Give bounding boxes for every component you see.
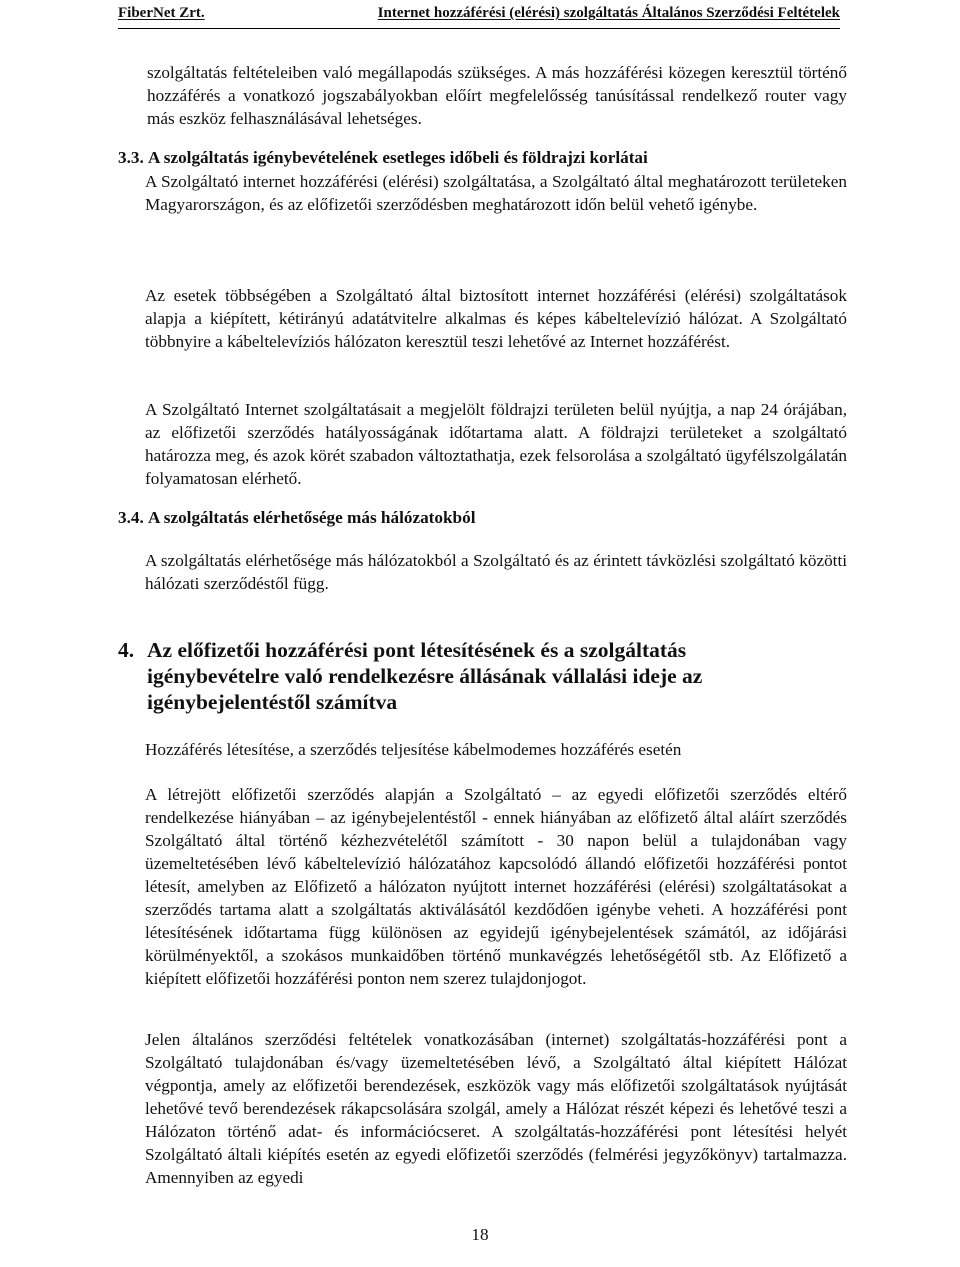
section-title-line: igénybejelentéstől számítva [147,690,398,714]
paragraph: Az esetek többségében a Szolgáltató által biztosított internet hozzáférési (elérési) szolgáltatások alapja a kiépített, kétirányú adatátvitelre alkalmas és képes kábeltelevízió hálózat. A Szolgáltató többnyire a kábeltelevíziós hálózaton keresztül teszi lehetővé az Internet hozzáférést. [145,286,847,351]
section-4-heading [118,637,848,715]
subheading: Hozzáférés létesítése, a szerződés teljesítése kábelmodemes hozzáférés esetén [145,740,682,759]
section-3-3-heading [118,146,648,169]
paragraph: A Szolgáltató internet hozzáférési (elérési) szolgáltatása, a Szolgáltató által meghatározott területeken Magyarországon, és az előfizetői szerződésben meghatározott időn belül vehető igénybe. [145,172,847,214]
header-title: Internet hozzáférési (elérési) szolgáltatás Általános Szerződési Feltételek [377,5,840,21]
section-title-line: Az előfizetői hozzáférési pont létesítésének és a szolgáltatás [147,638,687,662]
page-number: 18 [471,1225,489,1244]
page-header [118,3,840,23]
section-title: A szolgáltatás elérhetősége más hálózatokból [148,508,476,527]
intro-paragraph: szolgáltatás feltételeiben való megállapodás szükséges. A más hozzáférési közegen keresztül történő hozzáférés a vonatkozó jogszabályokban előírt megfelelősség tanúsítással rendelkező router vagy más eszköz felhasználásával lehetséges. [147,63,847,128]
paragraph: A szolgáltatás elérhetősége más hálózatokból a Szolgáltató és az érintett távközlési szolgáltató közötti hálózati szerződéstől függ. [145,551,847,593]
header-company: FiberNet Zrt. [118,5,205,21]
section-3-4-heading [118,506,475,529]
header-rule [118,28,840,29]
section-number: 3.4. [118,508,144,527]
section-title: A szolgáltatás igénybevételének esetleges időbeli és földrajzi korlátai [148,148,648,167]
section-title-line: igénybevételre való rendelkezésre állásának vállalási ideje az [147,664,703,688]
paragraph: A Szolgáltató Internet szolgáltatásait a megjelölt földrajzi területen belül nyújtja, a nap 24 órájában, az előfizetői szerződés hatályosságának időtartama alatt. A földrajzi területeket a szolgáltató határozza meg, és azok körét szabadon változtathatja, ezek felsorolása a szolgáltató ügyfélszolgálatán folyamatosan elérhető. [145,400,847,488]
paragraph: Jelen általános szerződési feltételek vonatkozásában (internet) szolgáltatás-hozzáférési pont a Szolgáltató tulajdonában és/vagy üzemeltetésében lévő, a Szolgáltató által kiépített Hálózat végpontja, amely az előfizetői berendezések, eszközök vagy más előfizetői szolgáltatások nyújtását lehetővé tevő berendezések rákapcsolására szolgál, amely a Hálózat részét képezi és lehetővé teszi a Hálózaton történő adat- és információcseret. A szolgáltatás-hozzáférési pont létesítési helyét Szolgáltató általi kiépítés esetén az egyedi előfizetői szerződés (felmérési jegyzőkönyv) tartalmazza. Amennyiben az egyedi [145,1030,847,1187]
section-number: 4. [118,638,135,662]
paragraph: A létrejött előfizetői szerződés alapján a Szolgáltató – az egyedi előfizetői szerződés eltérő rendelkezése hiányában – az igénybejelentéstől - ennek hiányában az előfizető által aláírt szerződés Szolgáltató által történő kézhezvételétől számított - 30 napon belül a tulajdonában vagy üzemeltetésében lévő kábeltelevízió hálózatához kapcsolódó állandó előfizetői hozzáférési pontot létesít, amelyben az Előfizető a hálózaton nyújtott internet hozzáférési (elérési) szolgáltatásokat a szerződés tartama alatt a szolgáltatás aktiválásától kezdődően igénybe veheti. A hozzáférési pont létesítésének időtartama függ különösen az egyidejű igénybejelentések számától, az időjárási körülményektől, a szokásos munkaidőben történő munkavégzés lehetőségétől stb. Az Előfizető a kiépített előfizetői hozzáférési ponton nem szerez tulajdonjogot. [145,785,847,988]
section-number: 3.3. [118,148,144,167]
